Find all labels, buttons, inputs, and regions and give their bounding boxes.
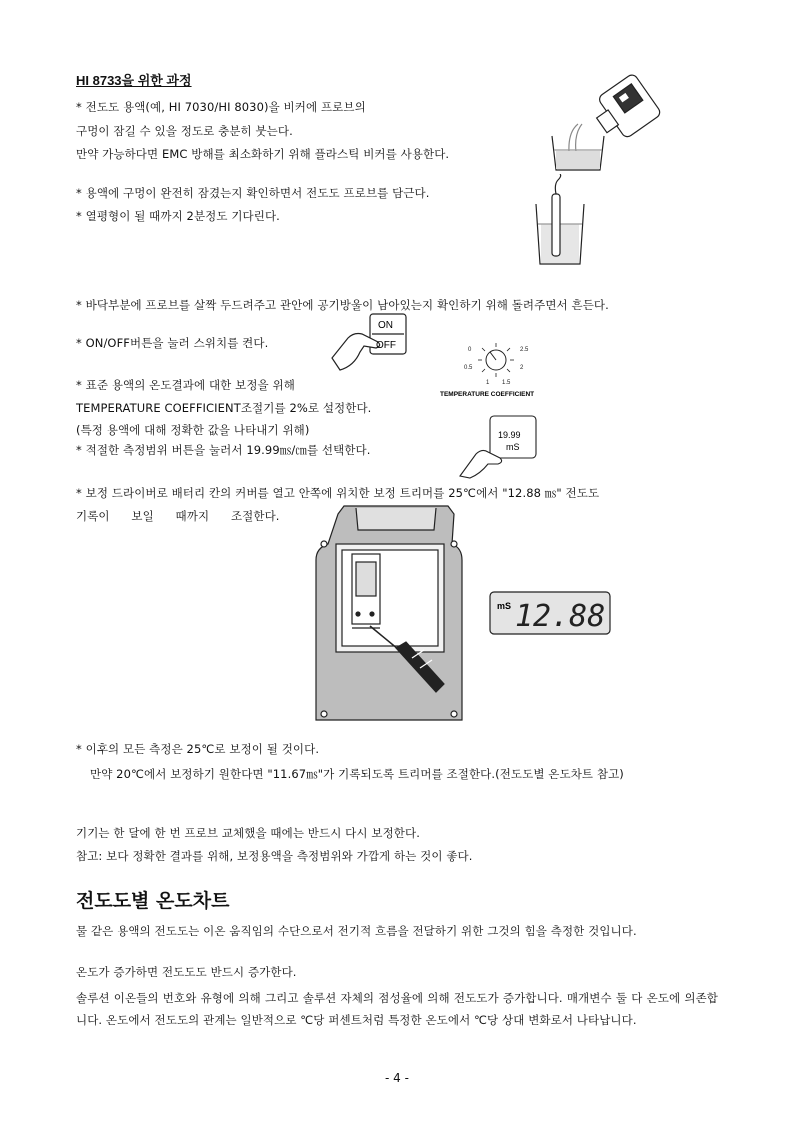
power-button-illustration xyxy=(330,312,410,372)
lcd-reading: 12.88 xyxy=(515,599,606,634)
dial-caption: TEMPERATURE COEFFICIENT xyxy=(440,391,535,398)
note-accuracy: 참고: 보다 정확한 결과를 위해, 보정용액을 측정범위와 가깝게 하는 것이 좋다. xyxy=(76,849,473,863)
section-title-temp-chart: 전도도별 온도차트 xyxy=(76,890,230,912)
step-temp-coefficient-cont: TEMPERATURE COEFFICIENT조절기를 2%로 설정한다. xyxy=(76,401,372,415)
step-tap-probe: * 바닥부분에 프로브를 살짝 두드려주고 관안에 공기방울이 남아있는지 확인하기 위해 돌려주면서 흔든다. xyxy=(76,298,609,312)
off-label: OFF xyxy=(376,340,396,351)
section-title-procedure: HI 8733을 위한 과정 xyxy=(76,73,192,88)
dial-tick-0: 0 xyxy=(468,347,472,353)
step-calibrate-20c: 만약 20℃에서 보정하기 원한다면 "11.67㎳"가 기록되도록 트리머를 조절한다.(전도도별 온도차트 참고) xyxy=(90,767,624,781)
dial-tick-2-5: 2.5 xyxy=(520,347,529,353)
step-power-on: * ON/OFF버튼을 눌러 스위치를 켠다. xyxy=(76,336,269,350)
step-adjust-trimmer-cont: 기록이 보일 때까지 조절한다. xyxy=(76,509,280,523)
probe-beaker-illustration xyxy=(528,174,588,270)
dial-tick-0-5: 0.5 xyxy=(464,365,473,371)
range-button-value: 19.99 xyxy=(498,430,521,440)
dial-tick-1: 1 xyxy=(486,380,490,386)
meter-trimmer-illustration xyxy=(312,504,482,726)
chart-details: 솔루션 이온들의 번호와 유형에 의해 그리고 솔루션 자체의 점성율에 의해 전도도가 증가합니다. 매개변수 둘 다 온도에 의존합니다. 온도에서 전도도의 관계는 일반적으로 ℃당 퍼센트처럼 특정한 온도에서 ℃당 상대 변화로서 나타납니다. xyxy=(76,991,718,1027)
note-monthly-calibration: 기기는 한 달에 한 번 프로브 교체했을 때에는 반드시 다시 보정한다. xyxy=(76,826,420,840)
range-button-unit: mS xyxy=(506,442,520,452)
chart-intro: 물 같은 용액의 전도도는 이온 움직임의 수단으로서 전기적 흐름을 전달하기 위한 그것의 힘을 측정한 것입니다. xyxy=(76,924,637,938)
chart-temp-increase: 온도가 증가하면 전도도도 반드시 증가한다. xyxy=(76,965,297,979)
step-select-range: * 적절한 측정범위 버튼을 눌러서 19.99㎳/㎝를 선택한다. xyxy=(76,443,371,457)
lcd-unit: mS xyxy=(497,601,512,611)
step-wait-equilibrium: * 열평형이 될 때까지 2분정도 기다린다. xyxy=(76,209,280,223)
step-calibrated-25c: * 이후의 모든 측정은 25℃로 보정이 될 것이다. xyxy=(76,742,320,756)
step-pour-solution: * 전도도 용액(예, HI 7030/HI 8030)을 비커에 프로브의 xyxy=(76,100,366,114)
dial-tick-2: 2 xyxy=(520,365,524,371)
step-plastic-beaker: 만약 가능하다면 EMC 방해를 최소화하기 위해 플라스틱 비커를 사용한다. xyxy=(76,147,450,161)
range-button-illustration xyxy=(456,414,540,480)
step-pour-solution-cont: 구멍이 잠길 수 있을 정도로 충분히 붓는다. xyxy=(76,124,293,138)
page-number: - 4 - xyxy=(385,1071,409,1085)
step-adjust-trimmer: * 보정 드라이버로 배터리 칸의 커버를 열고 안쪽에 위치한 보정 트리머를 25℃에서 "12.88 ㎳" 전도도 xyxy=(76,486,600,500)
lcd-display xyxy=(489,591,611,635)
step-immerse-probe: * 용액에 구멍이 완전히 잠겼는지 확인하면서 전도도 프로브를 담근다. xyxy=(76,186,430,200)
step-temp-coefficient-note: (특정 용액에 대해 정확한 값을 나타내기 위해) xyxy=(76,423,310,437)
dial-tick-1-5: 1.5 xyxy=(502,380,511,386)
step-temp-coefficient: * 표준 용액의 온도결과에 대한 보정을 위해 xyxy=(76,378,295,392)
pour-beaker-illustration xyxy=(538,72,678,172)
on-label: ON xyxy=(378,320,393,331)
temp-coefficient-dial xyxy=(438,338,560,400)
